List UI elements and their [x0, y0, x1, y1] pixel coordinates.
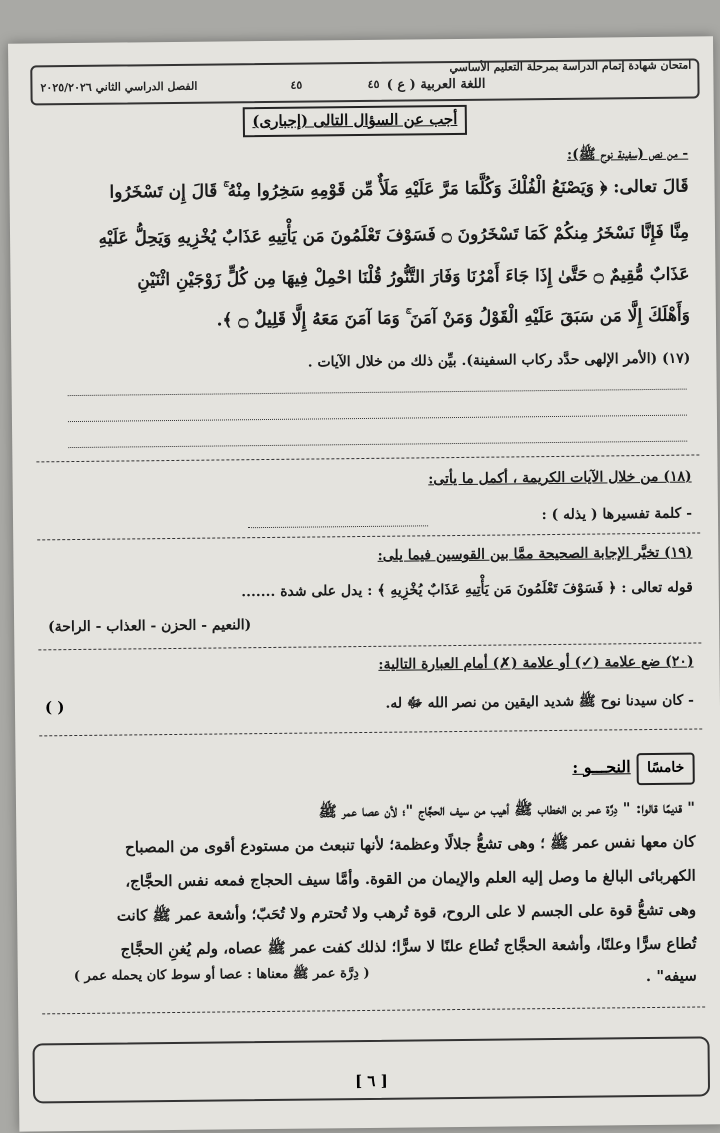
verse-line: عَذَابٌ مُّقِيمٌ ۝ حَتَّىٰ إِذَا جَاءَ أَمْرُنَا وَفَارَ التَّنُّورُ قُلْنَا احْمِلْ فِيهَا مِن كُلٍّ زَوْجَيْنِ اثْنَيْنِ — [137, 264, 690, 291]
question-17: (١٧) (الأمر الإلهى حدَّد ركاب السفينة). بيِّن ذلك من خلال الآيات . — [307, 350, 691, 371]
question-20: (٢٠) ضع علامة (✓) أو علامة (✗) أمام العبارة التالية: — [378, 653, 694, 673]
answer-line[interactable] — [68, 415, 687, 422]
answer-parentheses[interactable]: ( ) — [44, 698, 65, 717]
page-number: [ ٦ ] — [354, 1071, 388, 1091]
term-label: الفصل الدراسي الثاني ٢٠٢٥/٢٠٢٦ — [40, 79, 198, 95]
paragraph-line: سيفه" . — [645, 966, 697, 986]
answer-line[interactable] — [68, 389, 687, 396]
marks-right: ٤٥ — [367, 77, 380, 91]
paragraph-line: كان معها نفس عمر ﷺ ؛ وهى تشعُّ جلالًا وعظمة؛ لأنها تنبعث من مستودع أقوى من المصباح — [125, 832, 696, 857]
question-19: (١٩) تخيَّر الإجابة الصحيحة ممَّا بين القوسين فيما يلى: — [377, 544, 693, 564]
question-18: (١٨) من خلال الآيات الكريمة ، أكمل ما يأتى: — [428, 468, 692, 488]
passage-title: - من نص (سفينة نوح ﷺ): — [566, 145, 689, 163]
vocabulary-note: ( دِرَّة عمر ﷺ معناها : عصا أو سوط كان يحمله عمر ) — [73, 965, 370, 985]
paragraph-line: " قديمًا قالوا: " دِرَّة عمر بن الخطاب ﷺ أهيب من سيف الحجَّاج "؛ لأن عصا عمر ﷺ — [318, 798, 696, 821]
section-badge: خامسًا — [636, 753, 694, 786]
exam-sheet — [8, 36, 720, 1131]
exam-title: امتحان شهادة إتمام الدراسة بمرحلة التعليم الأساسي — [449, 58, 692, 75]
page-footer — [32, 1036, 710, 1103]
section-divider — [42, 1006, 705, 1014]
exam-header — [30, 58, 699, 105]
section-divider — [37, 532, 700, 540]
paragraph-line: وهى تشعُّ قوة على الجسم لا على الروح، قوة تُرهب ولا تُحترم ولا تُحَبّ؛ وأشعة عمر ﷺ كانت — [116, 900, 697, 925]
answer-line[interactable] — [248, 525, 428, 528]
answer-line[interactable] — [68, 441, 687, 448]
paragraph-line: الكهربائى البالغ ما وصل إليه العلم والإيمان من القوة. وأمَّا سيف الحجاج فمعه نفس الحجَّاج، — [125, 866, 696, 891]
paragraph-line: تُطاع سرًّا وعلنًا، وأشعة الحجَّاج تُطاع علنًا لا سرًّا؛ لذلك كفت عمر ﷺ عصاه، ولم يُغنِ الحجَّاج — [120, 934, 697, 959]
verse-line: مِنَّا فَإِنَّا نَسْخَرُ مِنكُمْ كَمَا تَسْخَرُونَ ۝ فَسَوْفَ تَعْلَمُونَ مَن يَأْتِيهِ عَذَابٌ يُخْزِيهِ وَيَحِلُّ عَلَيْهِ — [98, 222, 690, 249]
subject-name: اللغة العربية ( ع ) — [386, 76, 486, 93]
section-divider — [36, 454, 699, 462]
question-title: أجب عن السؤال التالى (إجبارى) — [243, 105, 467, 137]
verse-line: وَأَهْلَكَ إِلَّا مَن سَبَقَ عَلَيْهِ الْقَوْلُ وَمَنْ آمَنَ ۚ وَمَا آمَنَ مَعَهُ إِلَّا قَلِيلٌ ۝ ﴾. — [216, 305, 691, 331]
question-19-options: (النعيم - الحزن - العذاب - الراحة) — [48, 617, 252, 636]
marks-left: ٤٥ — [290, 78, 303, 92]
verse-line: قَالَ تعالى: ﴿ وَيَصْنَعُ الْفُلْكَ وَكُلَّمَا مَرَّ عَلَيْهِ مَلَأٌ مِّن قَوْمِهِ سَخِرُوا مِنْهُ ۚ قَالَ إِن تَسْخَرُوا — [109, 176, 689, 203]
section-title: النحـــو : — [572, 757, 631, 777]
section-divider — [39, 728, 702, 736]
section-divider — [38, 642, 701, 650]
question-18-item: - كلمة تفسيرها ( يذله ) : — [541, 505, 693, 524]
question-19-item: قوله تعالى : ﴿ فَسَوْفَ تَعْلَمُونَ مَن يَأْتِيهِ عَذَابٌ يُخْزِيهِ ﴾ : يدل على شدة ....... — [241, 579, 693, 601]
question-20-item: - كان سيدنا نوح ﷺ شديد اليقين من نصر الله ﷻ له. — [385, 692, 695, 712]
